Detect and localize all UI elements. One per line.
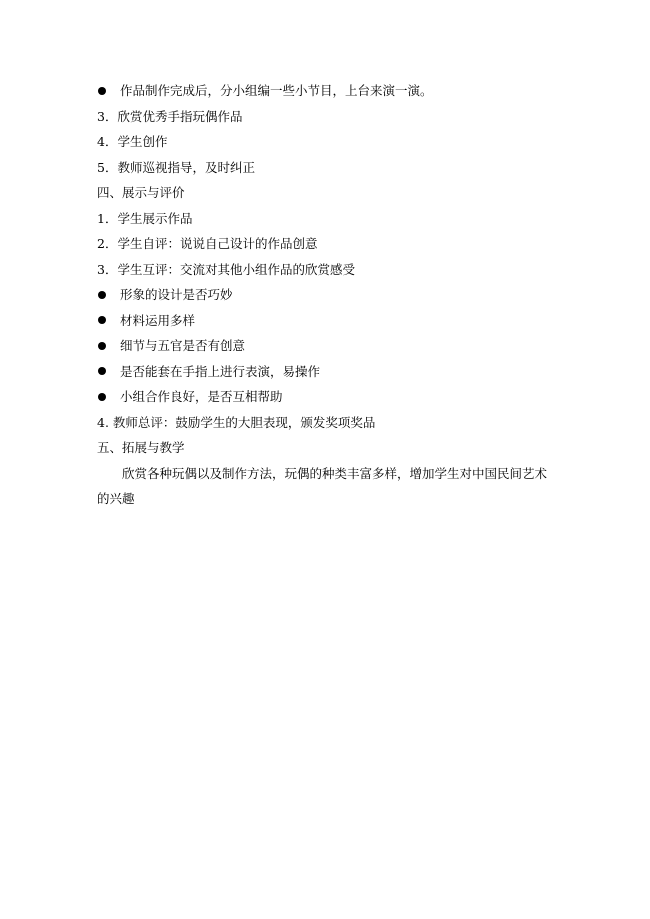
bullet-dot-icon [98,291,106,299]
bullet-item [97,333,557,359]
bullet-text: 作品制作完成后，分小组编一些小节目，上台来演一演。 [120,83,433,98]
list-item: 5．教师巡视指导，及时纠正 [97,159,255,175]
bullet-dot-icon [98,87,106,95]
bullet-text: 细节与五官是否有创意 [120,338,246,353]
document-body [97,78,557,512]
list-item: 3．欣赏优秀手指玩偶作品 [97,108,243,124]
section-heading: 五、拓展与教学 [97,440,185,455]
list-item: 4. 教师总评：鼓励学生的大胆表现，颁发奖项奖品 [97,414,376,430]
section-heading: 四、展示与评价 [97,185,185,200]
bullet-item [97,282,557,308]
list-item: 2．学生自评：说说自己设计的作品创意 [97,236,318,251]
bullet-text: 材料运用多样 [120,312,196,328]
paragraph: 欣赏各种玩偶以及制作方法，玩偶的种类丰富多样，增加学生对中国民间艺术的兴趣 [97,465,548,506]
bullet-item [97,78,557,104]
bullet-text: 小组合作良好，是否互相帮助 [120,389,283,404]
bullet-dot-icon [98,393,106,401]
bullet-dot-icon [98,367,106,375]
list-item: 3．学生互评：交流对其他小组作品的欣赏感受 [97,261,355,277]
bullet-text: 形象的设计是否巧妙 [120,287,233,302]
bullet-dot-icon [98,316,106,324]
list-item: 4．学生创作 [97,134,168,149]
bullet-item [97,359,557,385]
bullet-text: 是否能套在手指上进行表演，易操作 [120,363,321,379]
bullet-item [97,308,557,334]
list-item: 1．学生展示作品 [97,210,193,226]
bullet-dot-icon [98,342,106,350]
bullet-item [97,384,557,410]
